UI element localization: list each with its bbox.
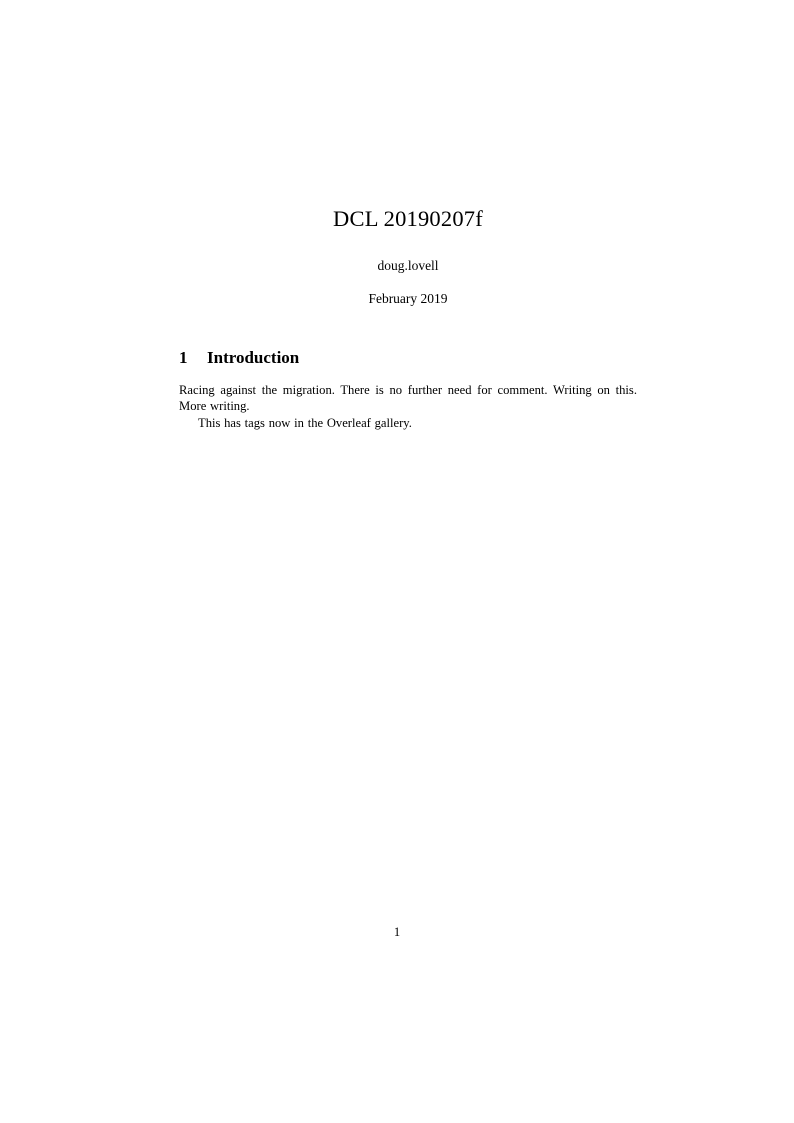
document-date: February 2019 <box>368 291 448 307</box>
document-content <box>179 205 637 431</box>
document-author: doug.lovell <box>377 258 439 273</box>
section-number: 1 <box>179 348 188 368</box>
page-number: 1 <box>393 925 401 939</box>
section-title: Introduction <box>207 348 300 368</box>
page-title: DCL 20190207f <box>333 206 483 231</box>
section-heading-introduction <box>179 307 637 368</box>
paragraph: This has tags now in the Overleaf gallery. <box>198 415 412 430</box>
paragraph: Racing against the migration. There is no further need for comment. Writing on this. More writing. <box>179 382 637 413</box>
